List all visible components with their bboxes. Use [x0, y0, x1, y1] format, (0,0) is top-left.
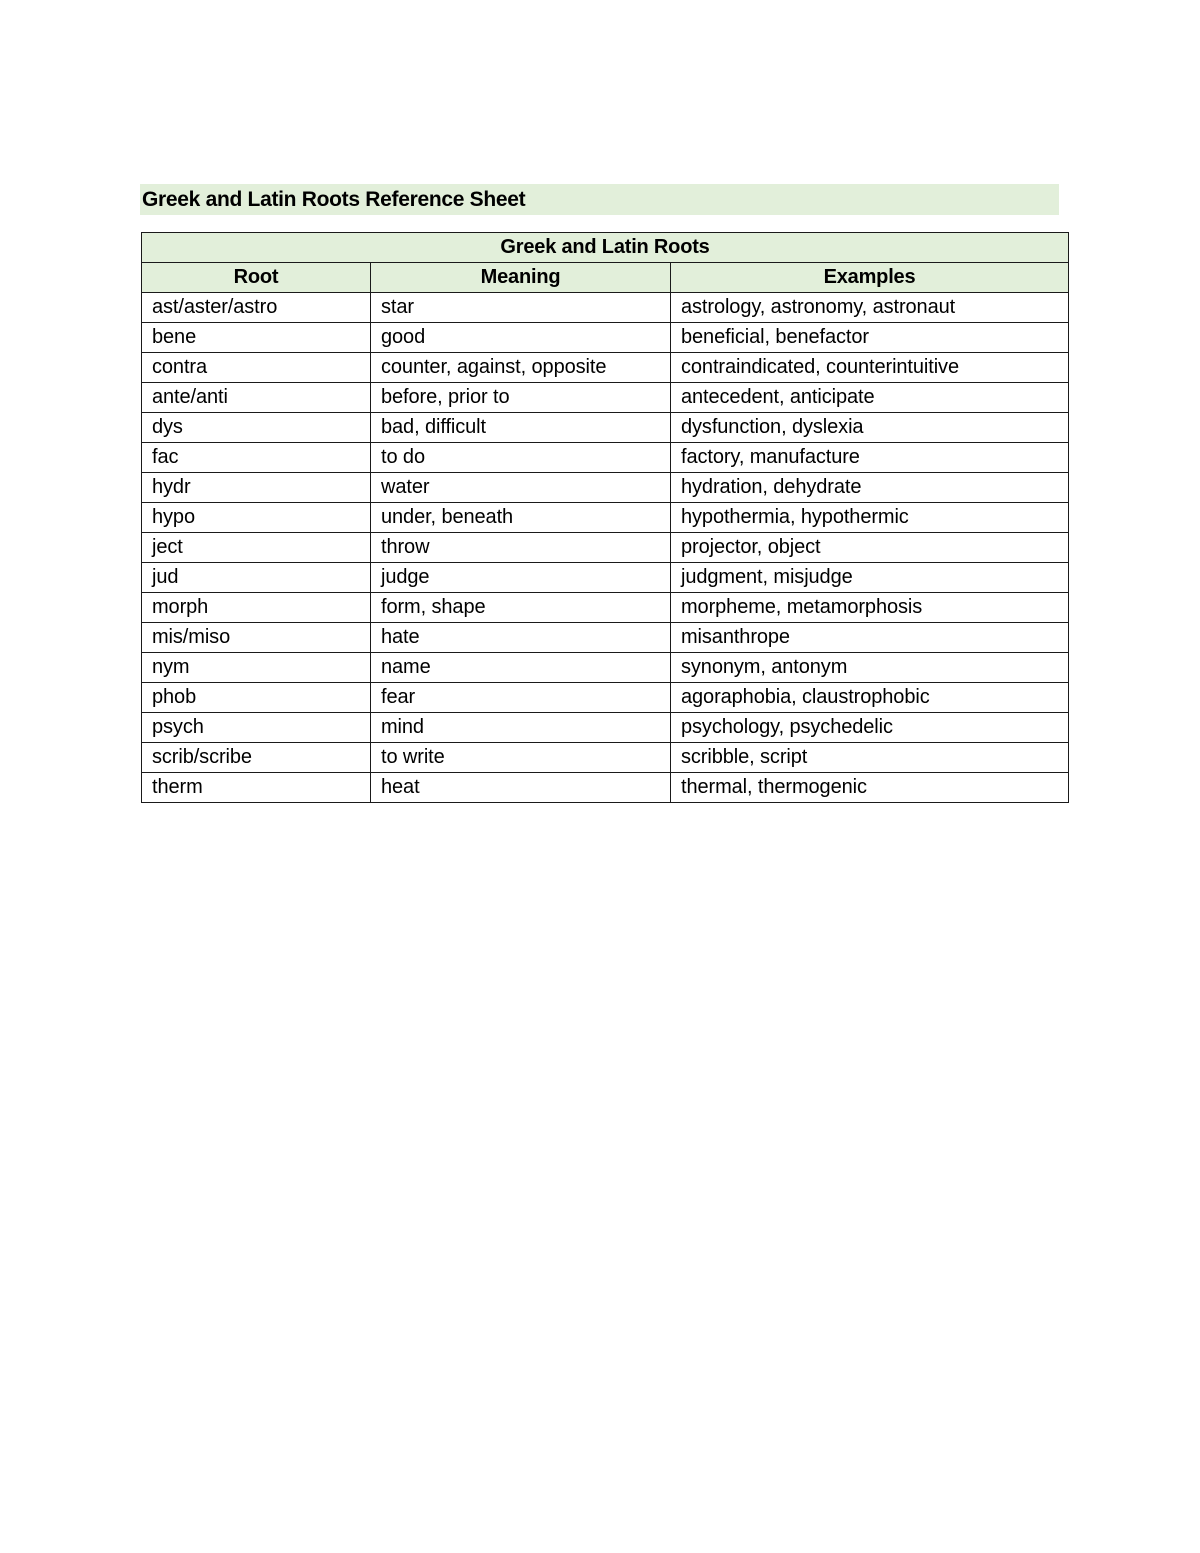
- examples-cell: misanthrope: [671, 623, 1069, 653]
- table-row: [142, 443, 1069, 473]
- examples-cell: projector, object: [671, 533, 1069, 563]
- examples-cell: morpheme, metamorphosis: [671, 593, 1069, 623]
- examples-cell: astrology, astronomy, astronaut: [671, 293, 1069, 323]
- root-cell: hydr: [142, 473, 371, 503]
- column-header-meaning: Meaning: [371, 263, 671, 293]
- root-cell: ast/aster/astro: [142, 293, 371, 323]
- examples-cell: hydration, dehydrate: [671, 473, 1069, 503]
- root-cell: morph: [142, 593, 371, 623]
- root-cell: ject: [142, 533, 371, 563]
- meaning-cell: hate: [371, 623, 671, 653]
- table-row: [142, 593, 1069, 623]
- table-row: [142, 773, 1069, 803]
- table-header-row: [142, 263, 1069, 293]
- meaning-cell: throw: [371, 533, 671, 563]
- root-cell: ante/anti: [142, 383, 371, 413]
- table-caption-row: [142, 233, 1069, 263]
- meaning-cell: judge: [371, 563, 671, 593]
- meaning-cell: name: [371, 653, 671, 683]
- meaning-cell: before, prior to: [371, 383, 671, 413]
- examples-cell: judgment, misjudge: [671, 563, 1069, 593]
- meaning-cell: under, beneath: [371, 503, 671, 533]
- meaning-cell: to write: [371, 743, 671, 773]
- roots-table: [141, 232, 1069, 803]
- root-cell: therm: [142, 773, 371, 803]
- page-title: Greek and Latin Roots Reference Sheet: [140, 184, 1059, 215]
- table-caption: Greek and Latin Roots: [142, 233, 1069, 263]
- root-cell: nym: [142, 653, 371, 683]
- examples-cell: beneficial, benefactor: [671, 323, 1069, 353]
- column-header-root: Root: [142, 263, 371, 293]
- meaning-cell: bad, difficult: [371, 413, 671, 443]
- examples-cell: contraindicated, counterintuitive: [671, 353, 1069, 383]
- root-cell: psych: [142, 713, 371, 743]
- meaning-cell: heat: [371, 773, 671, 803]
- examples-cell: synonym, antonym: [671, 653, 1069, 683]
- table-row: [142, 383, 1069, 413]
- table-row: [142, 653, 1069, 683]
- meaning-cell: form, shape: [371, 593, 671, 623]
- meaning-cell: counter, against, opposite: [371, 353, 671, 383]
- meaning-cell: water: [371, 473, 671, 503]
- root-cell: contra: [142, 353, 371, 383]
- examples-cell: dysfunction, dyslexia: [671, 413, 1069, 443]
- table-row: [142, 713, 1069, 743]
- table-row: [142, 293, 1069, 323]
- root-cell: fac: [142, 443, 371, 473]
- meaning-cell: fear: [371, 683, 671, 713]
- table-row: [142, 533, 1069, 563]
- root-cell: dys: [142, 413, 371, 443]
- table-row: [142, 563, 1069, 593]
- meaning-cell: to do: [371, 443, 671, 473]
- table-row: [142, 323, 1069, 353]
- table-row: [142, 413, 1069, 443]
- examples-cell: agoraphobia, claustrophobic: [671, 683, 1069, 713]
- meaning-cell: good: [371, 323, 671, 353]
- column-header-examples: Examples: [671, 263, 1069, 293]
- table-row: [142, 503, 1069, 533]
- table-row: [142, 683, 1069, 713]
- table-row: [142, 353, 1069, 383]
- examples-cell: hypothermia, hypothermic: [671, 503, 1069, 533]
- examples-cell: thermal, thermogenic: [671, 773, 1069, 803]
- root-cell: bene: [142, 323, 371, 353]
- meaning-cell: star: [371, 293, 671, 323]
- examples-cell: antecedent, anticipate: [671, 383, 1069, 413]
- meaning-cell: mind: [371, 713, 671, 743]
- table-body: [142, 293, 1069, 803]
- table-row: [142, 743, 1069, 773]
- root-cell: mis/miso: [142, 623, 371, 653]
- table-row: [142, 473, 1069, 503]
- root-cell: phob: [142, 683, 371, 713]
- examples-cell: factory, manufacture: [671, 443, 1069, 473]
- root-cell: hypo: [142, 503, 371, 533]
- examples-cell: psychology, psychedelic: [671, 713, 1069, 743]
- table-row: [142, 623, 1069, 653]
- root-cell: jud: [142, 563, 371, 593]
- root-cell: scrib/scribe: [142, 743, 371, 773]
- examples-cell: scribble, script: [671, 743, 1069, 773]
